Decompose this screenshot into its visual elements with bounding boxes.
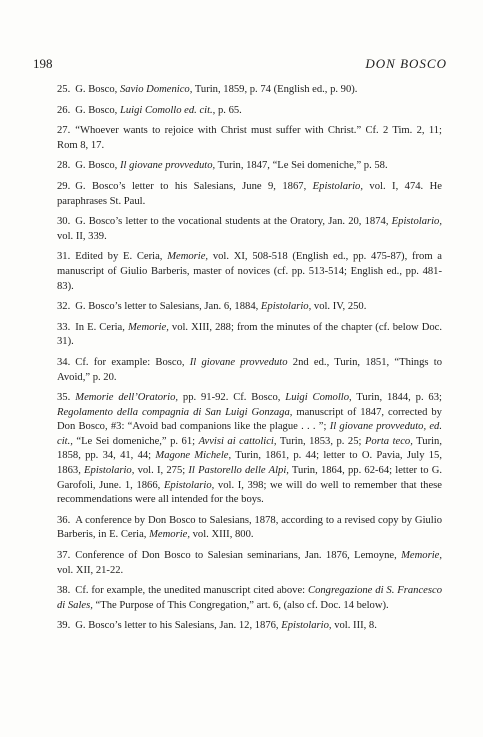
endnote: [57, 549, 442, 578]
endnote-text: vol. XII, 21-22.: [57, 564, 124, 576]
endnote: [57, 124, 442, 153]
endnote-number: 33.: [57, 321, 71, 333]
endnote-text: G. Bosco’s letter to Salesians, Jan. 6, 1884,: [75, 301, 261, 313]
endnote-text: “Whoever wants to rejoice with Christ must suffer with Christ.” Cf. 2 Tim. 2, 11; Rom 8, 17.: [57, 125, 442, 151]
endnote: [57, 356, 442, 385]
endnote-text: p. 65.: [215, 104, 242, 116]
endnote-italic-text: Luigi Comollo,: [285, 392, 352, 404]
endnote-text: G. Bosco’s letter to his Salesians, June 9, 1867,: [75, 180, 313, 192]
endnote-text: vol. XIII, 288; from the minutes of the chapter (cf. below Doc. 31).: [57, 321, 443, 348]
endnote-number: 26.: [57, 104, 71, 116]
endnote-number: 27.: [57, 125, 71, 137]
endnote: [57, 215, 442, 244]
endnote: [57, 584, 442, 613]
endnote-text: Turin, 1859, p. 74 (English ed., p. 90).: [192, 84, 358, 95]
endnote-italic-text: Epistolario,: [84, 465, 135, 477]
endnote-number: 37.: [57, 550, 71, 562]
endnote-text: vol. III, 8.: [331, 620, 377, 632]
endnote-number: 35.: [57, 392, 71, 404]
endnote: [57, 514, 442, 543]
endnote: [57, 391, 442, 508]
endnote-italic-text: Regolamento della compagnia di San Luigi Gonzaga,: [57, 406, 293, 418]
endnote-italic-text: Congregazione di S. Francesco di Sales,: [57, 585, 442, 611]
endnote-italic-text: Porta teco,: [364, 435, 413, 447]
endnote-italic-text: Memorie,: [401, 550, 442, 562]
endnote-italic-text: Epistolario,: [281, 620, 332, 632]
endnote-text: “Le Sei domeniche,” p. 61;: [72, 435, 199, 447]
endnote-number: 34.: [57, 356, 71, 368]
endnote-number: 30.: [57, 216, 71, 228]
endnote: [57, 300, 442, 315]
endnote-text: vol. XI, 508-518 (English ed., pp. 475-87), from a manuscript of Giulio Barberis, master of novices (cf. pp. 513-514; English ed., pp. 481-83).: [57, 251, 442, 292]
endnote-italic-text: Epistolario,: [163, 479, 215, 491]
endnote-italic-text: Il giovane provveduto,: [119, 160, 216, 172]
endnote-italic-text: Avvisi ai cattolici,: [198, 435, 277, 447]
endnote-text: Cf. for example: Bosco,: [75, 356, 190, 368]
endnote-text: A conference by Don Bosco to Salesians, 1878, according to a revised copy by Giulio Barberis, in E. Ceria,: [57, 514, 442, 541]
endnote: [57, 159, 442, 174]
endnote-text: vol. IV, 250.: [311, 301, 367, 313]
endnote-text: In E. Ceria,: [75, 321, 128, 333]
endnote: [57, 104, 442, 119]
endnote-text: vol. XIII, 800.: [189, 529, 254, 541]
endnote-text: G. Bosco,: [75, 84, 120, 95]
endnote-text: Edited by E. Ceria,: [75, 251, 168, 263]
endnote-italic-text: Memorie dell’Oratorio,: [75, 392, 179, 404]
page-number: 198: [33, 56, 53, 71]
endnote-italic-text: Memorie,: [167, 251, 209, 263]
endnote-number: 29.: [57, 180, 71, 192]
endnote-text: vol. II, 339.: [57, 230, 107, 242]
endnote-number: 39.: [57, 620, 71, 632]
endnote-italic-text: Memorie,: [149, 529, 190, 541]
endnote-number: 32.: [57, 301, 71, 313]
endnote: [57, 619, 442, 634]
endnote-text: Turin, 1861, p. 44; letter to O. Pavia, July 15, 1863,: [57, 450, 442, 477]
endnote-text: G. Bosco,: [75, 104, 120, 116]
endnote-text: Conference of Don Bosco to Salesian seminarians, Jan. 1876, Lemoyne,: [75, 550, 402, 562]
endnote-italic-text: Epistolario,: [391, 216, 442, 228]
endnote-italic-text: Il giovane provveduto, ed. cit.,: [57, 421, 442, 447]
endnote-text: Turin, 1844, p. 63;: [351, 392, 442, 404]
endnote-text: Turin, 1853, p. 25;: [276, 435, 365, 447]
endnote-italic-text: Luigi Comollo ed. cit.,: [119, 104, 216, 116]
endnote-text: Turin, 1864, pp. 62-64; letter to G. Garofoli, June. 1, 1866,: [57, 465, 442, 491]
endnote-number: 38.: [57, 585, 71, 597]
endnote-italic-text: Il Pastorello delle Alpi,: [188, 465, 289, 477]
endnote-number: 28.: [57, 160, 71, 172]
endnote-text: vol. I, 275;: [134, 465, 189, 477]
endnote-text: Cf. for example, the unedited manuscript cited above:: [75, 585, 309, 597]
endnote-italic-text: Il giovane provveduto: [189, 356, 288, 368]
endnote-italic-text: Epistolario,: [312, 180, 363, 192]
page-header: [33, 56, 447, 76]
endnote-text: G. Bosco,: [75, 160, 120, 172]
endnote: [57, 180, 442, 209]
endnote: [57, 321, 442, 350]
endnote-italic-text: Magone Michele,: [155, 450, 232, 462]
endnotes-list: [57, 83, 442, 640]
endnote-italic-text: Savio Domenico,: [119, 84, 193, 95]
endnote-italic-text: Memorie,: [127, 321, 169, 333]
endnote-text: pp. 91-92. Cf. Bosco,: [178, 392, 286, 404]
endnote-text: G. Bosco’s letter to his Salesians, Jan. 12, 1876,: [75, 620, 282, 632]
endnote-text: 2nd ed., Turin, 1851, “Things to Avoid,” p. 20.: [57, 356, 443, 383]
endnote-text: Turin, 1847, “Le Sei domeniche,” p. 58.: [215, 160, 388, 172]
endnote-italic-text: Epistolario,: [260, 301, 312, 313]
endnote-text: “The Purpose of This Congregation,” art. 6, (also cf. Doc. 14 below).: [92, 599, 389, 611]
endnote: [57, 83, 442, 98]
endnote-text: manuscript of 1847, corrected by Don Bosco, #3: “Avoid bad companions like the plague . . . ”;: [57, 406, 442, 433]
endnote-text: G. Bosco’s letter to the vocational students at the Oratory, Jan. 20, 1874,: [75, 216, 392, 228]
running-head: DON BOSCO: [365, 56, 447, 71]
endnote-text: Turin, 1858, pp. 34, 41, 44;: [57, 435, 442, 462]
endnote: [57, 250, 442, 294]
endnote-text: vol. I, 398; we will do well to remember that these recommendations were all intended for the boys.: [57, 479, 443, 506]
endnote-number: 25.: [57, 84, 71, 95]
endnote-number: 31.: [57, 251, 71, 263]
endnote-text: vol. I, 474. He paraphrases St. Paul.: [57, 180, 442, 207]
endnote-number: 36.: [57, 514, 71, 526]
